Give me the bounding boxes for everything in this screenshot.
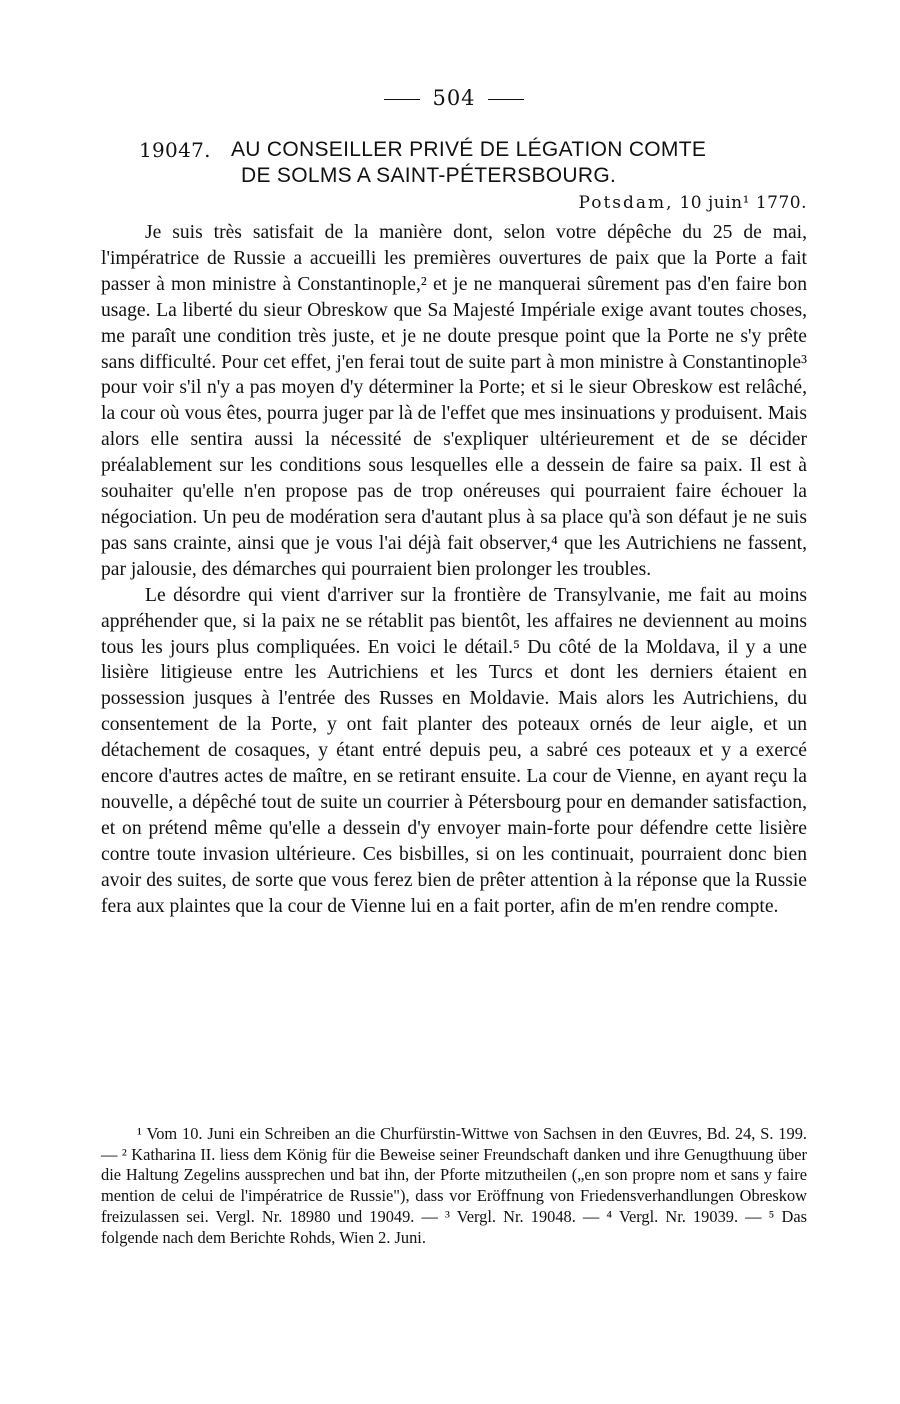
letter-number: 19047. [139,138,211,162]
page-number-dash-left [384,99,420,100]
body-paragraph-1: Je suis très satisfait de la manière dont, selon votre dépêche du 25 de mai, l'impératrice de Russie a accueilli les premières ouvertures de paix que la Porte a fait passer à mon ministre à Constantinople,² et je ne manquerai sûrement pas d'en faire bon usage. La liberté du sieur Obreskow que Sa Majesté Impériale exige avant toutes choses, me paraît une condition très juste, et je ne doute presque point que la Porte ne s'y prête sans difficulté. Pour cet effet, j'en ferai tout de suite part à mon ministre à Constantinople³ pour voir s'il n'y a pas moyen d'y déterminer la Porte; et si le sieur Obreskow est relâché, la cour où vous êtes, pourra juger par là de l'effet que mes insinuations y produisent. Mais alors elle sentira aussi la nécessité de s'expliquer ultérieurement et de se décider préalablement sur les conditions sous lesquelles elle a dessein de faire sa paix. Il est à souhaiter qu'elle n'en propose pas de trop onéreuses qui pourraient faire échouer la négociation. Un peu de modération sera d'autant plus à sa place qu'à son défaut je ne suis pas sans crainte, ainsi que je vous l'ai déjà fait observer,⁴ que les Autrichiens ne fassent, par jalousie, des démarches qui pourraient bien prolonger les troubles. [101,222,807,580]
body-paragraph-2: Le désordre qui vient d'arriver sur la frontière de Transylvanie, me fait au moins appréhender que, si la paix ne se rétablit pas bientôt, les affaires ne deviennent au moins tous les jours plus compliquées. En voici le détail.⁵ Du côté de la Moldava, il y a une lisière litigieuse entre les Autrichiens et les Turcs et dont les derniers étaient en possession jusques à l'entrée des Russes en Moldavie. Mais alors les Autrichiens, du consentement de la Porte, y ont fait planter des poteaux ornés de leur aigle, et un détachement de cosaques, y étant entré depuis peu, a sabré ces poteaux et y a exercé encore d'autres actes de maître, en se retirant ensuite. La cour de Vienne, en ayant reçu la nouvelle, a dépêché tout de suite un courrier à Pétersbourg pour en demander satisfaction, et on prétend même qu'elle a dessein d'y envoyer main-forte pour défendre cette lisière contre toute invasion ultérieure. Ces bisbilles, si on les continuait, pourraient donc bien avoir des suites, de sorte que vous ferez bien de prêter attention à la réponse que la Russie fera aux plaintes que la cour de Vienne lui en a fait porter, afin de m'en rendre compte. [101,584,807,917]
letter-body [101,220,807,919]
dateline-date: 10 juin¹ 1770. [679,193,807,213]
page-number-text: 504 [432,86,476,110]
dateline-place: Potsdam, [578,193,674,213]
dateline [578,193,807,213]
letter-title-line2: DE SOLMS A SAINT-PÉTERSBOURG. [241,164,617,187]
page-number-dash-right [488,99,524,100]
letter-title-line1: AU CONSEILLER PRIVÉ DE LÉGATION COMTE [231,138,707,161]
footnotes: ¹ Vom 10. Juni ein Schreiben an die Churfürstin-Wittwe von Sachsen in den Œuvres, Bd. 24, S. 199. — ² Katharina II. liess dem König für die Beweise seiner Freundschaft danken und ihre Genugthuung über die Haltung Zegelins aussprechen und bat ihn, der Pforte mitzutheilen („en son propre nom et sans y faire mention de celui de l'impératrice de Russie"), dass vor Eröffnung von Friedensverhandlungen Obreskow freizulassen sei. Vergl. Nr. 18980 und 19049. — ³ Vergl. Nr. 19048. — ⁴ Vergl. Nr. 19039. — ⁵ Das folgende nach dem Berichte Rohds, Wien 2. Juni. [101,1124,807,1247]
page-number [101,86,807,110]
